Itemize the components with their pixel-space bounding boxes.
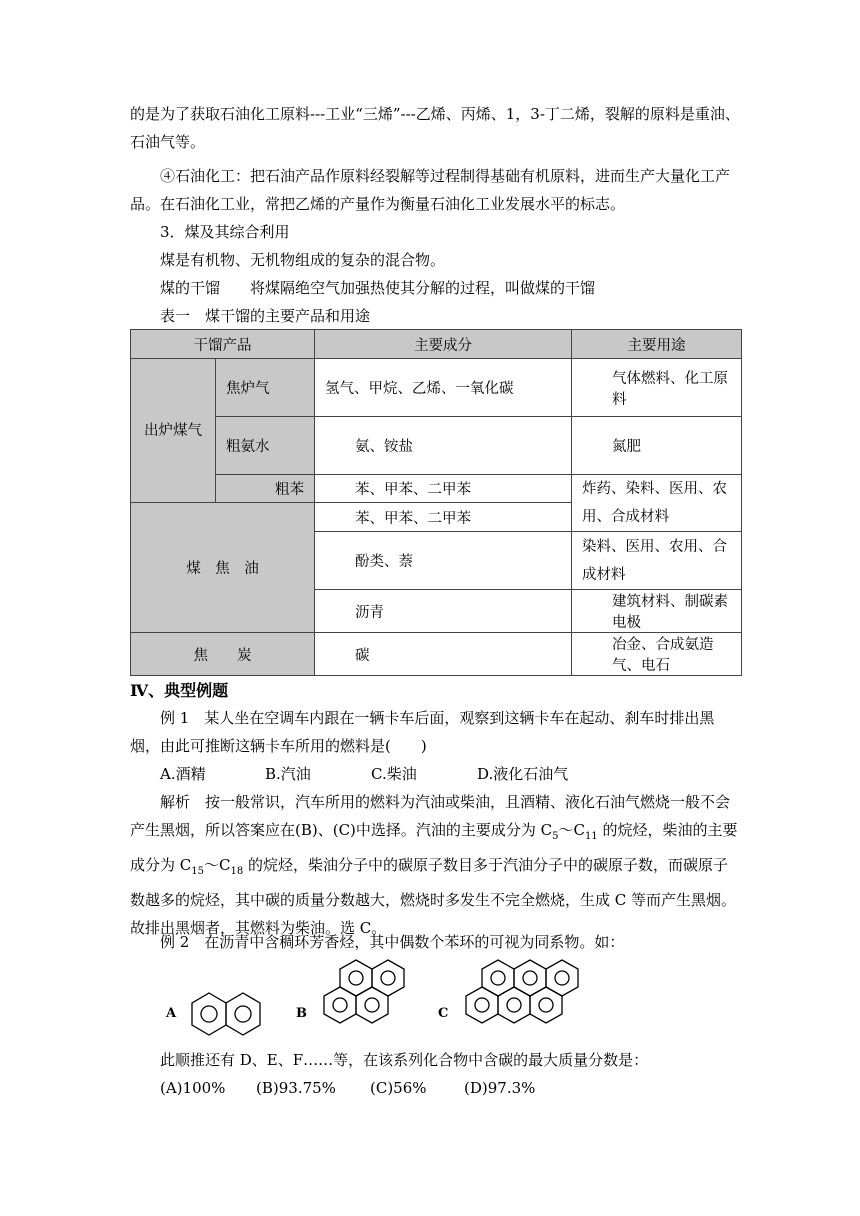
table-header: 主要用途	[572, 330, 742, 359]
option: A.酒精	[160, 765, 206, 783]
table-cell: 染料、医用、农用、合成材料	[572, 532, 742, 590]
table-cell: 炸药、染料、医用、农用、合成材料	[572, 475, 742, 532]
table-cell: 粗苯	[216, 475, 315, 503]
table-group-label: 出炉煤气	[131, 359, 216, 503]
section-title: Ⅳ、典型例题	[130, 681, 229, 700]
table-cell: 苯、甲苯、二甲苯	[315, 475, 572, 503]
table-header: 干馏产品	[131, 330, 315, 359]
example-1-analysis: 解析 按一般常识，汽车所用的燃料为汽油或柴油，且酒精、液化石油气燃烧一般不会产生黑烟，所以答案应在(B)、(C)中选择。汽油的主要成分为 $C_5\sim C_{11}$ 的烷烃，柴油的主要成分为 $C_{15}\sim C_{18}$ 的烷烃，柴油分子中的碳原子数目多于汽油分子中的碳原子数，而碳原子数越多的烷烃，其中碳的质量分数越大，燃烧时多发生不完全燃烧，生成 C 等而产生黑烟。故排出黑烟者，其燃料为柴油。选 C。	[130, 793, 738, 937]
table-cell: 焦 炭	[131, 633, 315, 676]
option: D.液化石油气	[477, 765, 569, 783]
option: (D)97.3%	[464, 1079, 536, 1097]
example-2-question: 例 2 在沥青中含稠环芳香烃，其中偶数个苯环的可视为同系物。如：	[160, 933, 625, 951]
table-cell: 酚类、萘	[315, 532, 572, 590]
example-2-options	[160, 1074, 720, 1102]
paragraph: 的是为了获取石油化工原料---工业“三烯”---乙烯、丙烯、1，3-丁二烯，裂解的原料是重油、石油气等。	[130, 105, 740, 151]
table-cell: 粗氨水	[216, 417, 315, 475]
example-1-options	[160, 760, 720, 788]
benzo-pyrene-structure	[462, 958, 590, 1038]
option: C.柴油	[371, 765, 417, 783]
pyrene-structure	[320, 958, 412, 1038]
table-cell: 冶金、合成氨造气、电石	[572, 633, 742, 676]
paragraph: 煤是有机物、无机物组成的复杂的混合物。	[160, 251, 446, 269]
option: (A)100%	[160, 1079, 226, 1097]
table-header: 主要成分	[315, 330, 572, 359]
table-cell: 沥青	[315, 590, 572, 633]
option: (C)56%	[370, 1079, 427, 1097]
table-cell: 焦炉气	[216, 359, 315, 417]
option: B.汽油	[265, 765, 311, 783]
coal-distillation-table	[130, 329, 742, 676]
naphthalene-structure	[190, 992, 266, 1038]
option: (B)93.75%	[256, 1079, 336, 1097]
table-cell: 氮肥	[572, 417, 742, 475]
paragraph: 煤的干馏 将煤隔绝空气加强热使其分解的过程，叫做煤的干馏	[160, 279, 596, 297]
heading-coal: 3．煤及其综合利用	[160, 223, 290, 241]
table-cell: 气体燃料、化工原料	[572, 359, 742, 417]
table-cell: 碳	[315, 633, 572, 676]
paragraph: ④石油化工：把石油产品作原料经裂解等过程制得基础有机原料，进而生产大量化工产品。在石油化工业，常把乙烯的产量作为衡量石油化工业发展水平的标志。	[130, 167, 731, 213]
table-cell: 氨、铵盐	[315, 417, 572, 475]
example-2-followup: 此顺推还有 D、E、F……等，在该系列化合物中含碳的最大质量分数是：	[160, 1051, 649, 1069]
molecule-label: B	[296, 1006, 307, 1021]
example-1-question: 例 1 某人坐在空调车内跟在一辆卡车后面，观察到这辆卡车在起动、刹车时排出黑烟，由此可推断这辆卡车所用的燃料是( )	[130, 709, 715, 755]
molecule-label: A	[166, 1006, 177, 1021]
table-cell: 建筑材料、制碳素电极	[572, 590, 742, 633]
table-caption: 表一 煤干馏的主要产品和用途	[160, 307, 371, 325]
table-cell: 氢气、甲烷、乙烯、一氧化碳	[315, 359, 572, 417]
table-cell: 苯、甲苯、二甲苯	[315, 503, 572, 532]
molecule-label: C	[438, 1006, 449, 1021]
table-group-label: 煤 焦 油	[131, 503, 315, 633]
